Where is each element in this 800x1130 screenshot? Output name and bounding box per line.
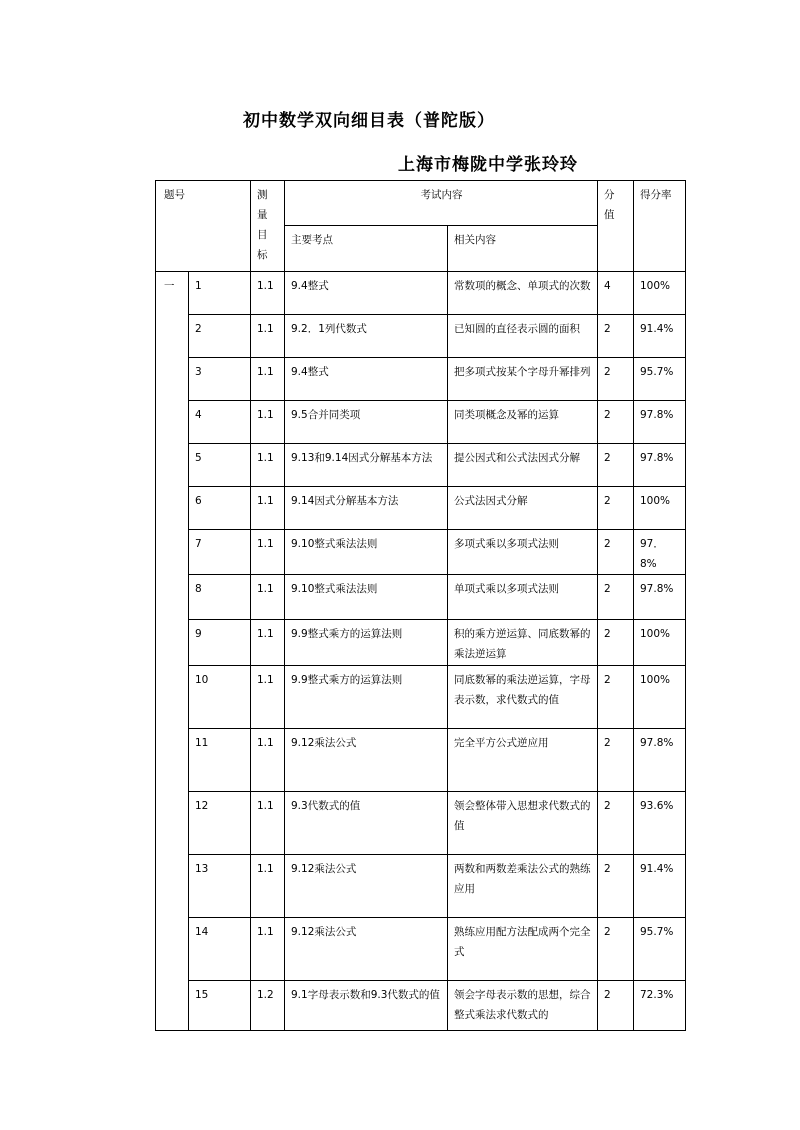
cell-question-no: 3 [189, 358, 251, 401]
cell-question-no: 10 [189, 666, 251, 729]
cell-question-no: 7 [189, 530, 251, 575]
table-row [156, 401, 686, 444]
cell-target: 1.1 [251, 530, 285, 575]
cell-score: 2 [598, 792, 634, 855]
cell-target: 1.1 [251, 666, 285, 729]
cell-target: 1.1 [251, 855, 285, 918]
table-row [156, 487, 686, 530]
cell-main-point: 9.13和9.14因式分解基本方法 [285, 444, 448, 487]
cell-rate: 95.7% [634, 358, 686, 401]
header-rate: 得分率 [634, 181, 686, 272]
cell-main-point: 9.3代数式的值 [285, 792, 448, 855]
cell-main-point: 9.9整式乘方的运算法则 [285, 620, 448, 666]
cell-main-point: 9.4整式 [285, 272, 448, 315]
table-row [156, 666, 686, 729]
cell-score: 2 [598, 855, 634, 918]
cell-related: 公式法因式分解 [448, 487, 598, 530]
cell-rate: 72.3% [634, 981, 686, 1031]
table-row [156, 444, 686, 487]
cell-target: 1.2 [251, 981, 285, 1031]
cell-rate: 100% [634, 620, 686, 666]
cell-main-point: 9.14因式分解基本方法 [285, 487, 448, 530]
cell-related: 完全平方公式逆应用 [448, 729, 598, 792]
cell-target: 1.1 [251, 487, 285, 530]
cell-rate: 97．8% [634, 530, 686, 575]
cell-target: 1.1 [251, 272, 285, 315]
cell-question-no: 14 [189, 918, 251, 981]
table-row [156, 358, 686, 401]
table-row [156, 315, 686, 358]
cell-target: 1.1 [251, 401, 285, 444]
cell-question-no: 8 [189, 575, 251, 620]
cell-target: 1.1 [251, 315, 285, 358]
document-author: 上海市梅陇中学张玲玲 [398, 155, 578, 175]
cell-rate: 97.8% [634, 444, 686, 487]
cell-score: 2 [598, 620, 634, 666]
cell-rate: 97.8% [634, 575, 686, 620]
cell-question-no: 6 [189, 487, 251, 530]
cell-target: 1.1 [251, 358, 285, 401]
cell-score: 2 [598, 444, 634, 487]
cell-question-no: 9 [189, 620, 251, 666]
cell-target: 1.1 [251, 729, 285, 792]
cell-related: 熟练应用配方法配成两个完全式 [448, 918, 598, 981]
cell-main-point: 9.12乘法公式 [285, 729, 448, 792]
table-row [156, 981, 686, 1031]
cell-target: 1.1 [251, 918, 285, 981]
cell-related: 同底数幂的乘法逆运算，字母表示数，求代数式的值 [448, 666, 598, 729]
cell-main-point: 9.9整式乘方的运算法则 [285, 666, 448, 729]
cell-related: 同类项概念及幂的运算 [448, 401, 598, 444]
spec-table [155, 180, 686, 1031]
cell-main-point: 9.10整式乘法法则 [285, 575, 448, 620]
cell-related: 把多项式按某个字母升幂排列 [448, 358, 598, 401]
header-main-point: 主要考点 [285, 226, 448, 272]
cell-target: 1.1 [251, 620, 285, 666]
table-row [156, 792, 686, 855]
header-question-no: 题号 [156, 181, 251, 272]
cell-question-no: 4 [189, 401, 251, 444]
cell-main-point: 9.10整式乘法法则 [285, 530, 448, 575]
cell-main-point: 9.12乘法公式 [285, 855, 448, 918]
cell-target: 1.1 [251, 575, 285, 620]
cell-main-point: 9.2．1列代数式 [285, 315, 448, 358]
cell-rate: 100% [634, 666, 686, 729]
cell-target: 1.1 [251, 792, 285, 855]
cell-rate: 100% [634, 487, 686, 530]
cell-score: 2 [598, 401, 634, 444]
cell-score: 2 [598, 530, 634, 575]
cell-target: 1.1 [251, 444, 285, 487]
cell-score: 2 [598, 315, 634, 358]
cell-rate: 91.4% [634, 855, 686, 918]
cell-main-point: 9.12乘法公式 [285, 918, 448, 981]
cell-main-point: 9.5合并同类项 [285, 401, 448, 444]
cell-score: 2 [598, 729, 634, 792]
cell-question-no: 1 [189, 272, 251, 315]
table-row [156, 620, 686, 666]
cell-main-point: 9.4整式 [285, 358, 448, 401]
cell-related: 积的乘方逆运算、同底数幂的乘法逆运算 [448, 620, 598, 666]
cell-question-no: 11 [189, 729, 251, 792]
cell-question-no: 13 [189, 855, 251, 918]
cell-related: 已知圆的直径表示圆的面积 [448, 315, 598, 358]
table-row [156, 918, 686, 981]
cell-score: 2 [598, 358, 634, 401]
cell-question-no: 15 [189, 981, 251, 1031]
cell-score: 4 [598, 272, 634, 315]
table-row [156, 855, 686, 918]
cell-rate: 97.8% [634, 729, 686, 792]
cell-question-no: 5 [189, 444, 251, 487]
cell-related: 常数项的概念、单项式的次数 [448, 272, 598, 315]
section-label: 一 [156, 272, 189, 1031]
cell-rate: 95.7% [634, 918, 686, 981]
cell-related: 领会整体带入思想求代数式的值 [448, 792, 598, 855]
table-row [156, 729, 686, 792]
cell-score: 2 [598, 918, 634, 981]
cell-related: 提公因式和公式法因式分解 [448, 444, 598, 487]
cell-rate: 97.8% [634, 401, 686, 444]
cell-score: 2 [598, 575, 634, 620]
table-row [156, 272, 686, 315]
document-title: 初中数学双向细目表（普陀版） [243, 111, 495, 131]
cell-rate: 100% [634, 272, 686, 315]
table-row [156, 530, 686, 575]
cell-rate: 93.6% [634, 792, 686, 855]
table-row [156, 575, 686, 620]
cell-score: 2 [598, 487, 634, 530]
cell-score: 2 [598, 666, 634, 729]
cell-related: 领会字母表示数的思想，综合整式乘法求代数式的 [448, 981, 598, 1031]
header-score: 分值 [598, 181, 634, 272]
cell-score: 2 [598, 981, 634, 1031]
cell-related: 单项式乘以多项式法则 [448, 575, 598, 620]
cell-rate: 91.4% [634, 315, 686, 358]
header-related: 相关内容 [448, 226, 598, 272]
cell-related: 两数和两数差乘法公式的熟练应用 [448, 855, 598, 918]
header-target: 测量目标 [251, 181, 285, 272]
cell-question-no: 12 [189, 792, 251, 855]
cell-related: 多项式乘以多项式法则 [448, 530, 598, 575]
header-exam-content: 考试内容 [285, 181, 598, 226]
cell-main-point: 9.1字母表示数和9.3代数式的值 [285, 981, 448, 1031]
cell-question-no: 2 [189, 315, 251, 358]
